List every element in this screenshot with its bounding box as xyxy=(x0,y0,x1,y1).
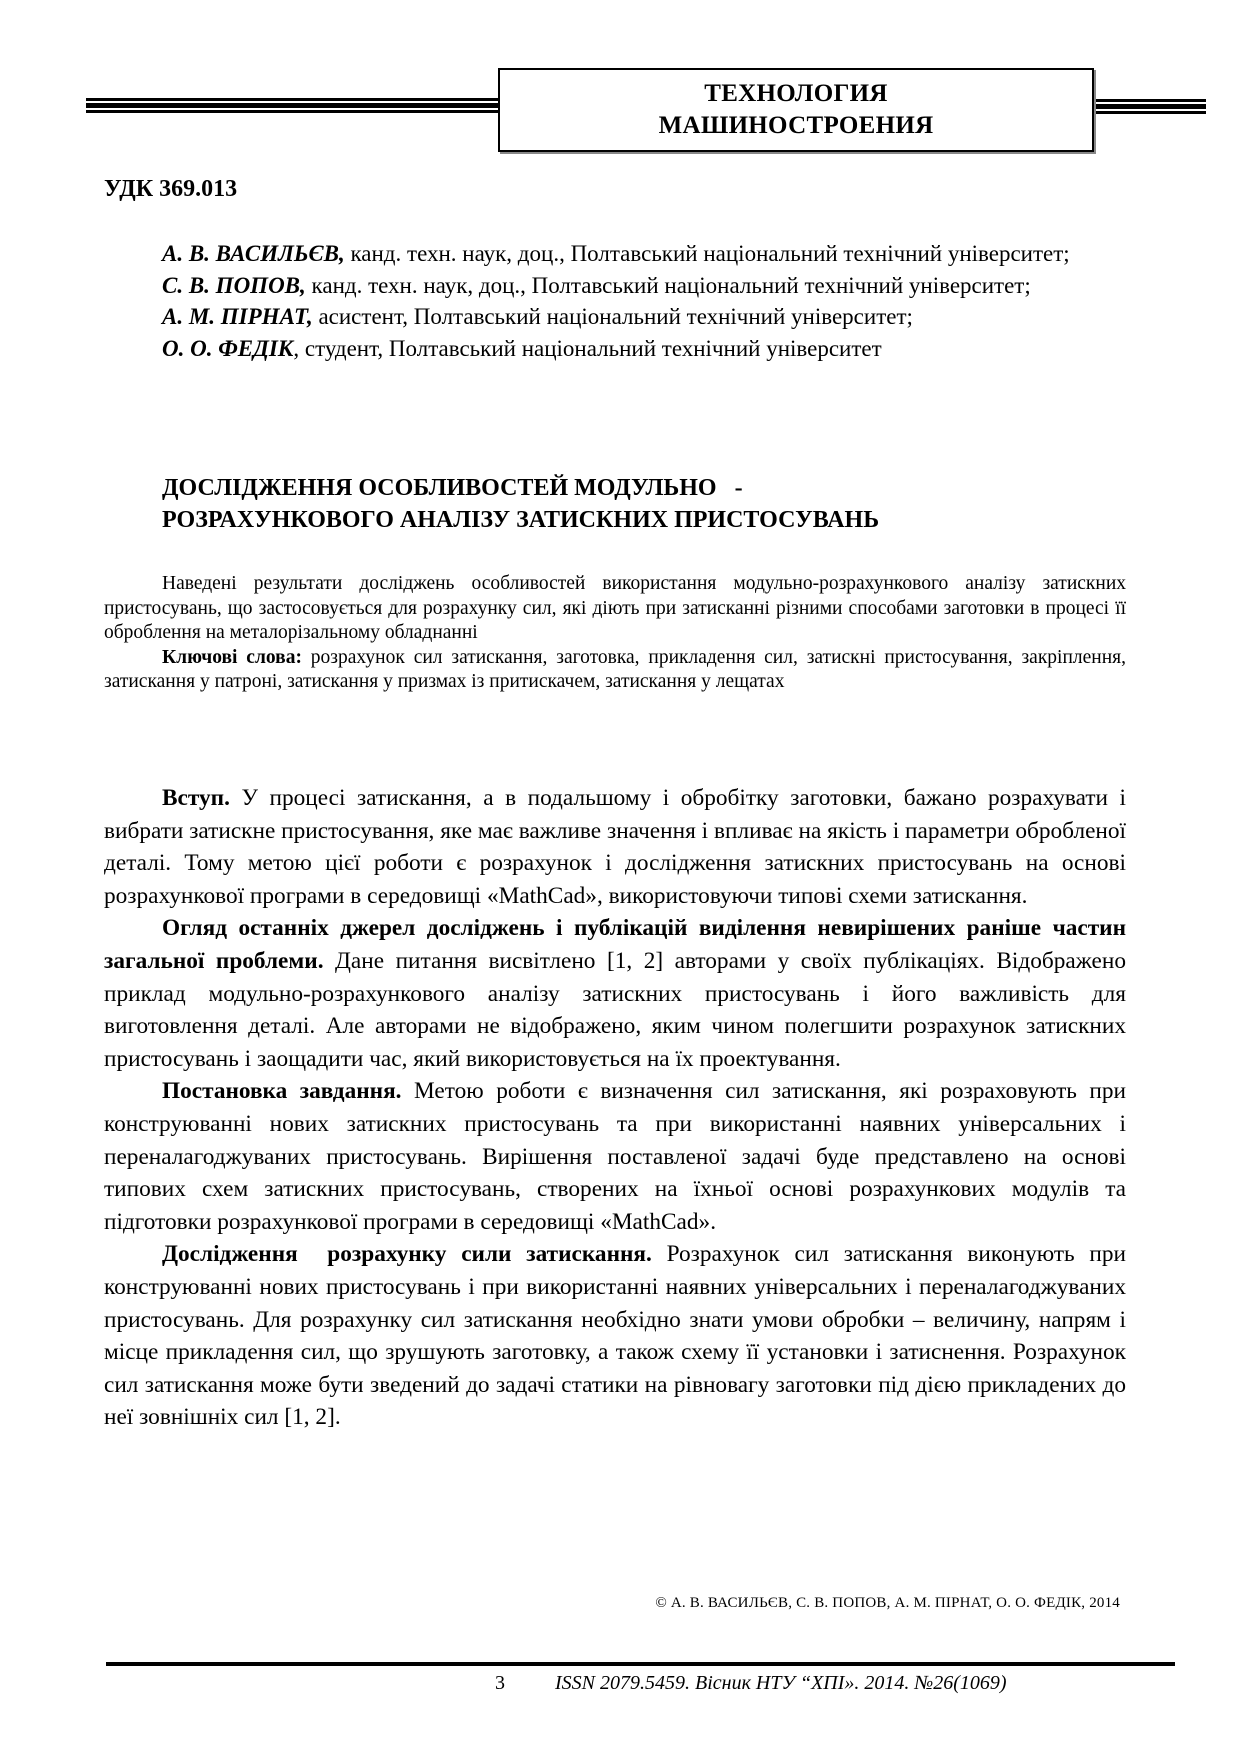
author-name: С. В. ПОПОВ, xyxy=(162,272,306,298)
section-heading: Дослідження розрахунку сили затискання. xyxy=(162,1241,652,1268)
copyright-notice: © А. В. ВАСИЛЬЄВ, С. В. ПОПОВ, А. М. ПІРНАТ, О. О. ФЕДІК, 2014 xyxy=(655,1595,1120,1611)
author-entry xyxy=(162,301,1142,333)
section-text: Дане питання висвітлено [1, 2] авторами у своїх публікаціях. Відображено приклад модульно-розрахункового аналізу затискних пристосувань і його важливість для виготовлення деталі. Але авторами не відображено, яким чином полегшити розрахунок затискних пристосувань і заощадити час, який використовується на їх проектування. xyxy=(104,947,1126,1072)
author-name: А. В. ВАСИЛЬЄВ, xyxy=(162,241,345,266)
author-list xyxy=(162,238,1142,364)
author-affiliation: канд. техн. наук, доц., Полтавський національний технічний університет; xyxy=(344,241,1070,266)
journal-citation: ISSN 2079.5459. Вісник НТУ “ХПІ». 2014. №26(1069) xyxy=(555,1672,1007,1694)
section-text: Метою роботи є визначення сил затискання, які розраховують при конструюванні нових затискних пристосувань та при використанні наявних універсальних і переналагоджуваних пристосувань. Вирішення поставленої задачі буде представлено на основі типових схем затискних пристосувань, створених на їхньої основі розрахункових модулів та підготовки розрахункової програми в середовищі «MathCad». xyxy=(104,1078,1127,1235)
section-text: Розрахунок сил затискання виконують при конструюванні нових пристосувань і при використанні наявних універсальних і переналагоджуваних пристосувань. Для розрахунку сил затискання необхідно знати умови обробки – величину, напрям і місце прикладення сил, що зрушують заготовку, а також схему її установки і затиснення. Розрахунок сил затискання може бути зведений до задачі статики на рівновагу заготовки під дією прикладених до неї зовнішніх сил [1, 2]. xyxy=(104,1241,1126,1431)
author-entry xyxy=(162,333,1142,365)
section-title-line1: ТЕХНОЛОГИЯ xyxy=(704,80,888,107)
header-rule-left xyxy=(86,98,498,113)
body-text xyxy=(104,782,1126,1434)
author-affiliation: канд. техн. наук, доц., Полтавський національний технічний університет; xyxy=(305,272,1031,298)
section-header-box xyxy=(498,68,1094,152)
header-rule-right xyxy=(1094,99,1206,114)
section-heading: Вступ. xyxy=(162,785,230,811)
paper-title xyxy=(162,472,1122,536)
paper-title-line2: РОЗРАХУНКОВОГО АНАЛІЗУ ЗАТИСКНИХ ПРИСТОСУВАНЬ xyxy=(162,507,880,533)
abstract xyxy=(104,572,1126,695)
section-problem-statement xyxy=(104,1075,1126,1238)
section-title-line2: МАШИНОСТРОЕНИЯ xyxy=(658,112,934,139)
author-entry xyxy=(162,270,1142,302)
section-research xyxy=(104,1238,1126,1434)
section-literature-review xyxy=(104,912,1126,1075)
page-footer xyxy=(495,1672,1007,1695)
page-number: 3 xyxy=(495,1672,505,1694)
abstract-text: Наведені результати досліджень особливостей використання модульно-розрахункового аналізу затискних пристосувань, що застосовується для розрахунку сил, які діють при затисканні різними способами заготовки в процесі її оброблення на металорізальному обладнанні xyxy=(104,573,1126,643)
udk-code: УДК 369.013 xyxy=(104,176,238,202)
author-entry xyxy=(162,238,1142,270)
author-affiliation: асистент, Полтавський національний технічний університет; xyxy=(312,304,913,329)
keywords-label: Ключові слова: xyxy=(162,646,302,668)
section-text: У процесі затискання, а в подальшому і обробітку заготовки, бажано розрахувати і вибрати затискне пристосування, яке має важливе значення і впливає на якість і параметри обробленої деталі. Тому метою цієї роботи є розрахунок і дослідження затискних пристосувань на основі розрахункової програми в середовищі «MathCad», використовуючи типові схеми затискання. xyxy=(104,785,1126,909)
author-affiliation: , студент, Полтавський національний технічний університет xyxy=(293,335,882,361)
paper-title-line1: ДОСЛІДЖЕННЯ ОСОБЛИВОСТЕЙ МОДУЛЬНО - xyxy=(162,475,743,501)
author-name: О. О. ФЕДІК xyxy=(162,335,294,361)
section-intro xyxy=(104,782,1126,912)
section-heading: Постановка завдання. xyxy=(162,1078,402,1105)
keywords-list: розрахунок сил затискання, заготовка, прикладення сил, затискні пристосування, закріплення, затискання у патроні, затискання у призмах із притискачем, затискання у лещатах xyxy=(104,646,1126,692)
section-heading: Огляд останніх джерел досліджень і публікацій виділення невирішених раніше частин загальної проблеми. xyxy=(104,915,1126,974)
footer-rule xyxy=(106,1662,1175,1666)
author-name: А. М. ПІРНАТ, xyxy=(162,304,313,329)
keywords xyxy=(104,646,1126,695)
